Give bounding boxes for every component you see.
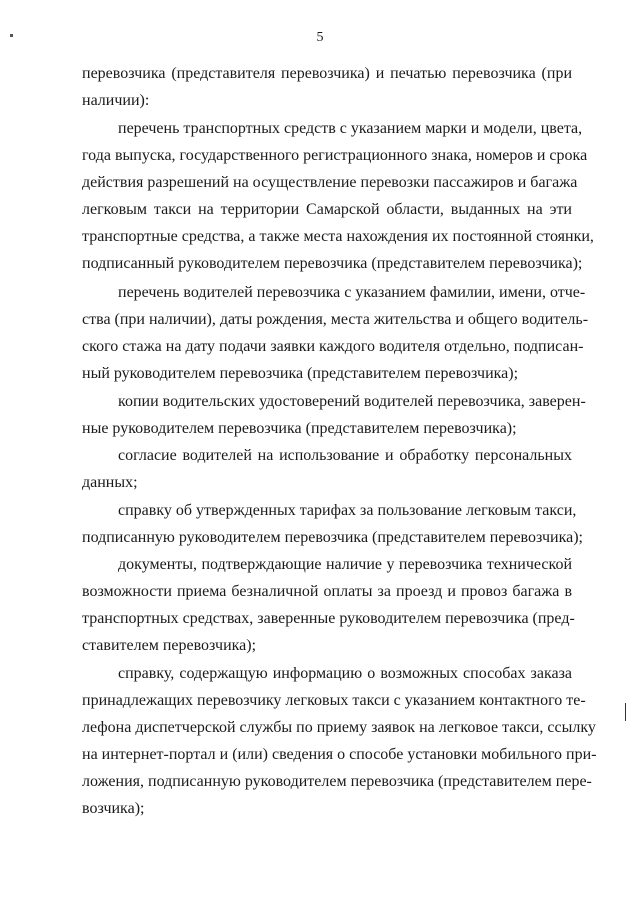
page-number: 5 — [316, 30, 324, 45]
text-line: перевозчика (представителя перевозчика) и печатью перевозчика (при — [82, 65, 572, 82]
text-line: перечень водителей перевозчика с указанием фамилии, имени, отче- — [118, 284, 586, 301]
text-line: справку об утвержденных тарифах за пользование легковым такси, — [118, 502, 577, 519]
text-line: ный руководителем перевозчика (представителем перевозчика); — [82, 365, 519, 382]
text-line: ложения, подписанную руководителем перевозчика (представителем пере- — [82, 773, 592, 790]
text-line: лефона диспетчерской службы по приему заявок на легковое такси, ссылку — [82, 719, 596, 736]
text-line: наличии): — [82, 92, 150, 109]
text-line: данных; — [82, 474, 138, 491]
text-line: года выпуска, государственного регистрационного знака, номеров и срока — [82, 147, 588, 164]
text-line: подписанную руководителем перевозчика (представителем перевозчика); — [82, 529, 583, 546]
text-line: ные руководителем перевозчика (представителем перевозчика); — [82, 420, 517, 437]
text-line: ставителем перевозчика); — [82, 637, 257, 654]
text-line: принадлежащих перевозчику легковых такси с указанием контактного те- — [82, 692, 586, 709]
text-line: транспортных средствах, заверенные руководителем перевозчика (пред- — [82, 610, 575, 627]
text-line: ства (при наличии), даты рождения, места жительства и общего водитель- — [82, 311, 589, 328]
text-line: ского стажа на дату подачи заявки каждого водителя отдельно, подписан- — [82, 338, 584, 355]
text-line: справку, содержащую информацию о возможных способах заказа — [118, 665, 572, 682]
text-line: перечень транспортных средств с указанием марки и модели, цвета, — [118, 120, 583, 137]
text-line: действия разрешений на осуществление перевозки пассажиров и багажа — [82, 174, 578, 191]
text-line: документы, подтверждающие наличие у перевозчика технической — [118, 556, 572, 573]
text-line: легковым такси на территории Самарской области, выданных на эти — [82, 201, 572, 218]
text-line: согласие водителей на использование и обработку персональных — [118, 447, 572, 464]
text-line: транспортные средства, а также места нахождения их постоянной стоянки, — [82, 228, 594, 245]
text-line: возможности приема безналичной оплаты за проезд и провоз багажа в — [82, 583, 572, 600]
text-line: на интернет-портал и (или) сведения о способе установки мобильного при- — [82, 746, 597, 763]
text-line: копии водительских удостоверений водителей перевозчика, заверен- — [118, 393, 586, 410]
text-line: возчика); — [82, 800, 145, 817]
text-line: подписанный руководителем перевозчика (представителем перевозчика); — [82, 255, 583, 272]
scan-edge-mark — [625, 703, 626, 721]
